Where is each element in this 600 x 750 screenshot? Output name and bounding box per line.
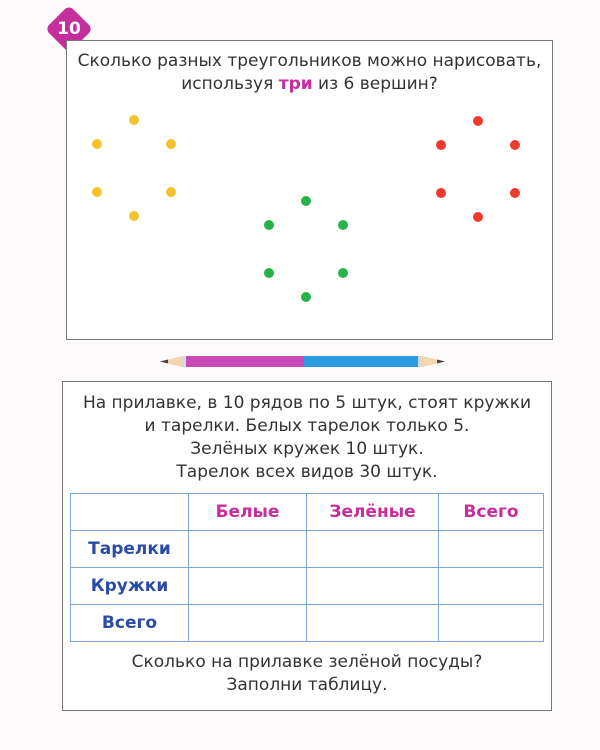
row-header-mugs: Кружки (71, 568, 189, 605)
answer-cell[interactable] (307, 605, 439, 642)
table-row (71, 605, 544, 642)
vertex-dot (264, 268, 274, 278)
table-row (71, 568, 544, 605)
triangles-question: Сколько разных треугольников можно нарисовать, используя три из 6 вершин? (77, 51, 542, 94)
row-header-total: Всего (71, 605, 189, 642)
vertex-dot (436, 140, 446, 150)
table-header-row (71, 494, 544, 531)
answer-cell[interactable] (307, 568, 439, 605)
answer-cell[interactable] (439, 605, 544, 642)
problem-line: Зелёных кружек 10 штук. (190, 439, 424, 459)
problem-line: и тарелки. Белых тарелок только 5. (144, 416, 470, 436)
pencil-divider-icon (160, 355, 445, 368)
answer-cell[interactable] (189, 568, 307, 605)
vertex-dot (436, 188, 446, 198)
problem-line: На прилавке, в 10 рядов по 5 штук, стоят кружки (82, 393, 532, 413)
table-corner-cell (71, 494, 189, 531)
dishes-problem-text (62, 392, 552, 484)
answer-cell[interactable] (189, 605, 307, 642)
vertex-dot (92, 139, 102, 149)
problem-line: Тарелок всех видов 30 штук. (176, 462, 438, 482)
column-header-total: Всего (439, 494, 544, 531)
answer-cell[interactable] (189, 531, 307, 568)
highlight-word: три (278, 74, 313, 94)
answer-cell[interactable] (307, 531, 439, 568)
column-header-white: Белые (189, 494, 307, 531)
table-row (71, 531, 544, 568)
vertex-dot (301, 292, 311, 302)
dishes-table (70, 493, 544, 642)
answer-cell[interactable] (439, 531, 544, 568)
task-number: 10 (57, 19, 81, 39)
vertex-dot (129, 211, 139, 221)
vertex-dot (301, 196, 311, 206)
answer-cell[interactable] (439, 568, 544, 605)
vertex-dot (264, 220, 274, 230)
vertex-dot (473, 116, 483, 126)
vertex-dot (473, 212, 483, 222)
vertex-dot (92, 187, 102, 197)
vertex-dot (129, 115, 139, 125)
row-header-plates: Тарелки (71, 531, 189, 568)
dishes-question: Сколько на прилавке зелёной посуды? Заполни таблицу. (131, 652, 483, 695)
column-header-green: Зелёные (307, 494, 439, 531)
